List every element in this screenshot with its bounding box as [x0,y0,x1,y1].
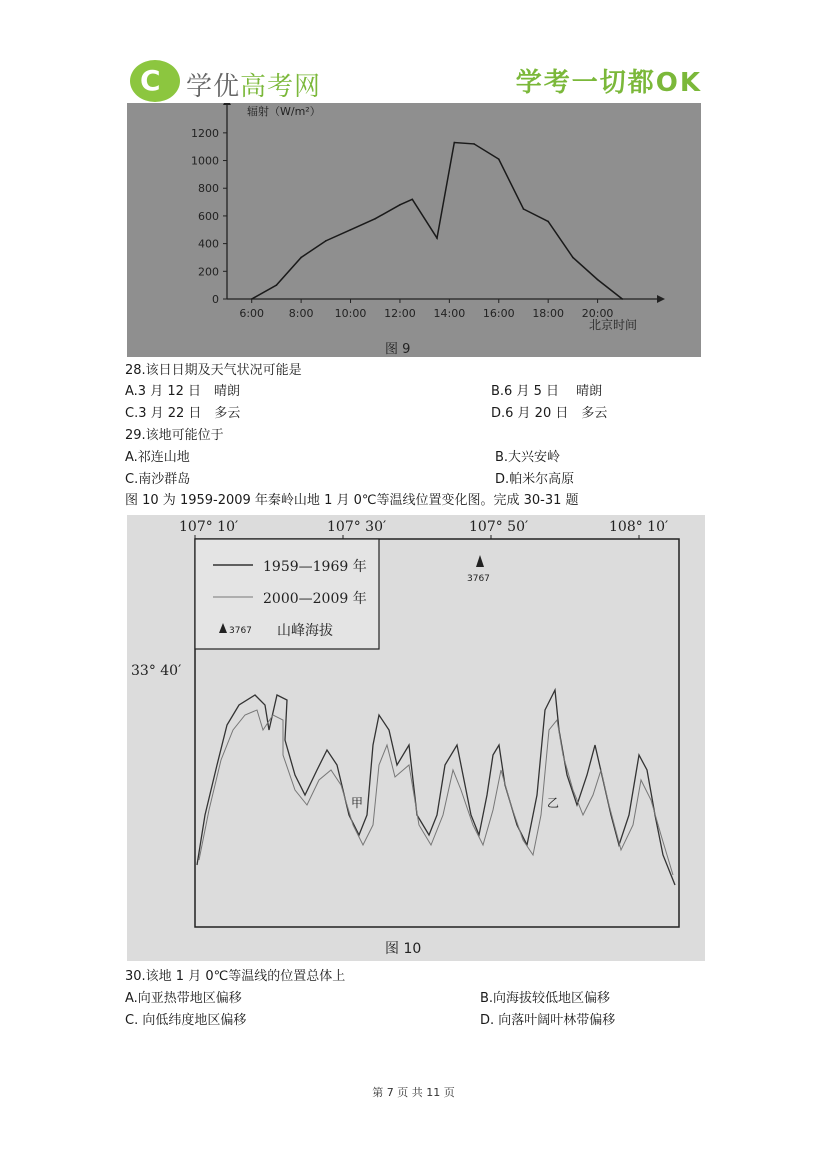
radiation-point [498,158,500,160]
place-yi: 乙 [547,796,560,810]
x-tick-label: 14:00 [433,307,466,320]
x-tick-label: 16:00 [482,307,515,320]
radiation-point [621,298,623,300]
q29-option-c: C.南沙群岛 [125,472,191,487]
radiation-point [523,208,525,210]
radiation-point [276,284,278,286]
y-axis-arrow-icon [223,103,231,105]
legend-1959: 1959—1969 年 [263,559,367,575]
radiation-point [572,257,574,259]
logo-mark-icon: C [130,60,180,102]
legend-peak-value: 3767 [229,626,252,636]
q28-option-d: D.6 月 20 日 多云 [491,406,608,421]
q30-option-a: A.向亚热带地区偏移 [125,991,242,1006]
peak-value: 3767 [467,574,490,584]
lat-label: 33° 40′ [131,663,182,679]
x-tick-label: 18:00 [532,307,565,320]
q30-option-d: D. 向落叶阔叶林带偏移 [480,1013,616,1028]
figure-9-caption: 图 9 [385,342,411,357]
figure-10 [127,515,705,961]
q29-stem: 29.该地可能位于 [125,428,224,443]
figure-10-caption: 图 10 [385,941,422,957]
lon-label-2: 107° 30′ [327,519,387,535]
y-tick-label: 400 [198,237,219,251]
lon-label-4: 108° 10′ [609,519,669,535]
q29-option-d: D.帕米尔高原 [495,472,575,487]
radiation-point [547,221,549,223]
figure-10-intro: 图 10 为 1959-2009 年秦岭山地 1 月 0℃等温线位置变化图。完成 30-31 题 [125,493,579,508]
x-tick-label: 20:00 [581,307,614,320]
radiation-series-line [252,143,623,299]
q30-stem: 30.该地 1 月 0℃等温线的位置总体上 [125,969,346,984]
page-footer: 第 7 页 共 11 页 [372,1086,455,1099]
y-tick-label: 200 [198,265,219,279]
x-tick-label: 10:00 [334,307,367,320]
radiation-point [325,240,327,242]
figure-9 [127,103,701,357]
lon-label-1: 107° 10′ [179,519,239,535]
radiation-point [374,218,376,220]
q28-option-a: A.3 月 12 日 晴朗 [125,384,241,399]
place-jia: 甲 [351,796,364,810]
lon-label-3: 107° 50′ [469,519,529,535]
legend-2000: 2000—2009 年 [263,591,367,607]
x-tick-label: 8:00 [288,307,314,320]
q29-option-a: A.祁连山地 [125,450,190,465]
y-tick-label: 1200 [191,126,219,140]
y-tick-label: 800 [198,182,219,196]
q30-option-b: B.向海拔较低地区偏移 [480,991,611,1006]
radiation-point [597,279,599,281]
logo-text-a: 学优 [186,72,241,102]
isotherm-2000 [199,710,673,875]
radiation-point [399,204,401,206]
y-tick-label: 0 [212,293,219,306]
q29-option-b: B.大兴安岭 [495,450,561,465]
isotherm-1959 [197,690,675,885]
radiation-point [473,143,475,145]
radiation-chart [127,103,701,357]
header-slogan: 学考一切都OK [515,68,702,98]
q28-option-b: B.6 月 5 日 晴朗 [491,384,603,399]
q28-stem: 28.该日日期及天气状况可能是 [125,363,302,378]
radiation-point [251,298,253,300]
x-axis-arrow-icon [657,295,665,303]
y-tick-label: 1000 [191,154,219,168]
radiation-point [300,257,302,259]
radiation-point [350,229,352,231]
q30-option-c: C. 向低纬度地区偏移 [125,1013,247,1028]
radiation-point [436,237,438,239]
legend-peak: 山峰海拔 [277,623,333,639]
x-tick-label: 12:00 [384,307,416,320]
logo-text-b: 高考网 [240,72,322,102]
peak-marker-icon [476,555,484,567]
y-tick-label: 600 [198,209,219,223]
radiation-point [411,199,413,201]
radiation-point [453,142,455,144]
x-tick-label: 6:00 [239,307,265,320]
chart-ylabel: 辐射（W/m²） [247,105,321,118]
chart-xlabel: 北京时间 [589,318,638,332]
isotherm-map [127,515,705,961]
site-logo [130,60,330,104]
q28-option-c: C.3 月 22 日 多云 [125,406,241,421]
